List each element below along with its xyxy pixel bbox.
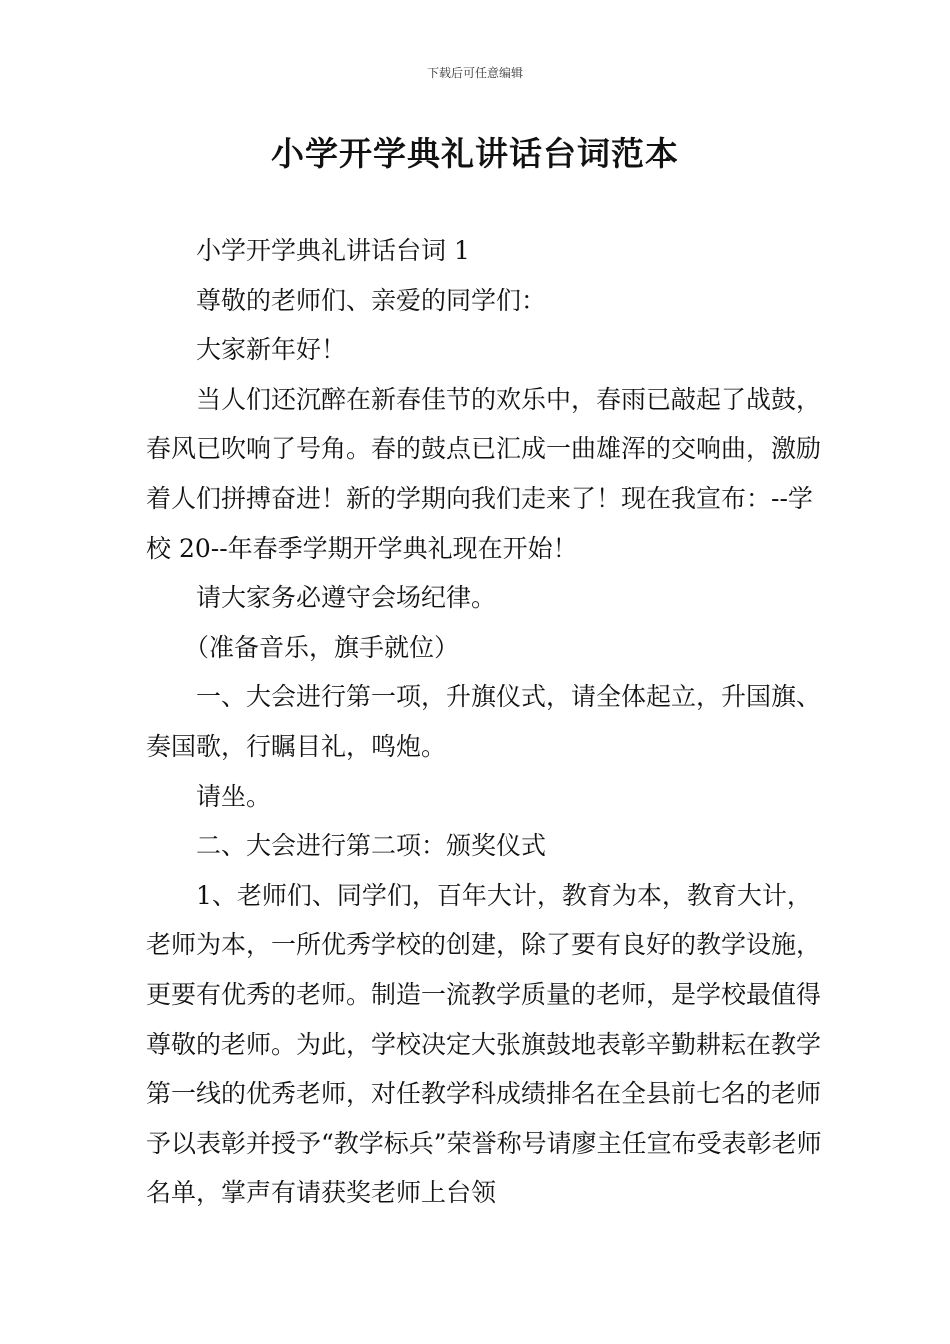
- paragraph-salutation: 尊敬的老师们、亲爱的同学们：: [196, 285, 547, 315]
- paragraph-please-sit: 请坐。: [196, 781, 272, 811]
- document-body: [146, 226, 826, 1218]
- paragraph-heading: 小学开学典礼讲话台词 1: [196, 236, 470, 265]
- paragraph-stage-direction: （准备音乐，旗手就位）: [184, 632, 460, 662]
- paragraph-award-one: 1、老师们、同学们，百年大计，教育为本，教育大计，老师为本，一所优秀学校的创建，除了要有良好的教学设施，更要有优秀的老师。制造一流教学质量的老师，是学校最值得尊敬的老师。为此，学校决定大张旗鼓地表彰辛勤耕耘在教学第一线的优秀老师，对任教学科成绩排名在全县前七名的老师予以表彰并授予“教学标兵”荣誉称号请廖主任宣布受表彰老师名单，掌声有请获奖老师上台领: [146, 880, 822, 1208]
- document-title: 小学开学典礼讲话台词范本: [271, 134, 679, 173]
- paragraph-greeting: 大家新年好！: [196, 335, 347, 365]
- paragraph-item-one: 一、大会进行第一项，升旗仪式，请全体起立，升国旗、奏国歌，行瞩目礼，鸣炮。: [146, 682, 822, 761]
- header-note: 下载后可任意编辑: [426, 66, 523, 80]
- paragraph-item-two: 二、大会进行第二项：颁奖仪式: [196, 831, 547, 861]
- paragraph-opening: 当人们还沉醉在新春佳节的欢乐中，春雨已敲起了战鼓，春风已吹响了号角。春的鼓点已汇成一曲雄浑的交响曲，激励着人们拼搏奋进！新的学期向我们走来了！现在我宣布：--学校 20--年春季学期开学典礼现在开始！: [146, 384, 822, 563]
- paragraph-discipline: 请大家务必遵守会场纪律。: [196, 583, 497, 613]
